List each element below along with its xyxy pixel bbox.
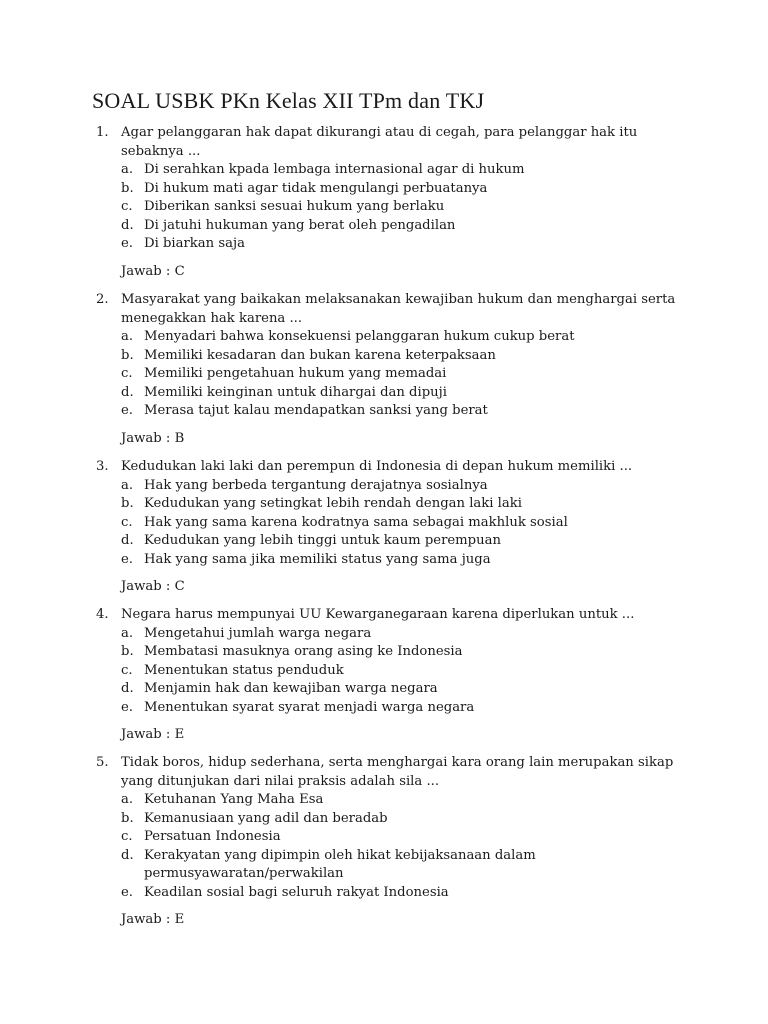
option-text: Menentukan syarat syarat menjadi warga negara <box>144 699 475 715</box>
option-text: Membatasi masuknya orang asing ke Indonesia <box>144 644 463 659</box>
option-letter: d. <box>121 681 134 696</box>
option-text: Persatuan Indonesia <box>144 829 281 844</box>
option-letter: a. <box>121 625 134 641</box>
option-letter: d. <box>121 533 134 548</box>
option-letter: a. <box>121 477 134 493</box>
option-letter: e. <box>121 236 133 251</box>
option-a <box>96 625 696 644</box>
option-c <box>96 514 696 533</box>
question-number: 4. <box>96 607 109 622</box>
option-a <box>96 477 696 496</box>
option-b <box>96 180 696 199</box>
option-text: Keadilan sosial bagi seluruh rakyat Indonesia <box>144 884 449 900</box>
option-d <box>96 847 696 884</box>
document-title: SOAL USBK PKn Kelas XII TPm dan TKJ <box>92 88 485 113</box>
option-text: Kedudukan yang setingkat lebih rendah dengan laki laki <box>144 496 522 511</box>
option-letter: d. <box>121 217 134 233</box>
option-c <box>96 662 696 681</box>
option-text: Di serahkan kpada lembaga internasional agar di hukum <box>144 162 525 177</box>
option-b <box>96 643 696 662</box>
answer-key: Jawab : C <box>121 263 185 279</box>
option-c <box>96 828 696 847</box>
option-a <box>96 328 696 347</box>
option-text: Memiliki pengetahuan hukum yang memadai <box>144 366 447 381</box>
option-text: Merasa tajut kalau mendapatkan sanksi yang berat <box>144 403 488 418</box>
option-letter: e. <box>121 884 133 900</box>
option-text: Di biarkan saja <box>144 236 245 251</box>
option-text: Kemanusiaan yang adil dan beradab <box>144 810 388 826</box>
question-stem <box>96 606 696 625</box>
option-letter: b. <box>121 180 134 196</box>
option-text: Mengetahui jumlah warga negara <box>144 625 372 641</box>
question-text: Masyarakat yang baikakan melaksanakan kewajiban hukum dan menghargai serta menegakkan hak karena ... <box>121 292 676 326</box>
option-e <box>96 235 696 254</box>
question-1 <box>96 124 696 281</box>
option-c <box>96 198 696 217</box>
option-letter: d. <box>121 384 134 400</box>
option-text: Di jatuhi hukuman yang berat oleh pengadilan <box>144 217 456 233</box>
question-text: Agar pelanggaran hak dapat dikurangi atau di cegah, para pelanggar hak itu sebaknya ... <box>121 125 638 159</box>
option-text: Memiliki kesadaran dan bukan karena keterpaksaan <box>144 347 496 363</box>
option-text: Hak yang sama karena kodratnya sama sebagai makhluk sosial <box>144 514 568 530</box>
question-4 <box>96 606 696 745</box>
question-number: 5. <box>96 755 109 770</box>
option-letter: e. <box>121 551 133 567</box>
option-letter: b. <box>121 644 134 659</box>
option-b <box>96 347 696 366</box>
option-text: Hak yang berbeda tergantung derajatnya sosialnya <box>144 477 488 493</box>
option-text: Kerakyatan yang dipimpin oleh hikat kebijaksanaan dalam permusyawaratan/perwakilan <box>144 847 536 881</box>
question-number: 3. <box>96 459 109 474</box>
option-letter: c. <box>121 199 133 214</box>
option-letter: a. <box>121 162 134 177</box>
option-e <box>96 699 696 718</box>
option-list <box>96 161 696 254</box>
answer-key: Jawab : E <box>121 727 185 742</box>
option-text: Ketuhanan Yang Maha Esa <box>144 792 324 807</box>
option-d <box>96 217 696 236</box>
option-list <box>96 791 696 902</box>
option-text: Kedudukan yang lebih tinggi untuk kaum perempuan <box>144 533 501 548</box>
option-letter: c. <box>121 514 133 530</box>
option-letter: e. <box>121 403 133 418</box>
question-2 <box>96 291 696 448</box>
question-stem <box>96 124 696 161</box>
option-letter: c. <box>121 829 133 844</box>
question-text: Negara harus mempunyai UU Kewarganegaraan karena diperlukan untuk ... <box>121 607 635 622</box>
option-text: Menentukan status penduduk <box>144 662 344 678</box>
question-3 <box>96 458 696 597</box>
option-e <box>96 551 696 570</box>
option-letter: b. <box>121 347 134 363</box>
option-d <box>96 532 696 551</box>
option-letter: b. <box>121 810 134 826</box>
option-letter: a. <box>121 329 134 344</box>
question-text: Tidak boros, hidup sederhana, serta menghargai kara orang lain merupakan sikap yang ditunjukan dari nilai praksis adalah sila ... <box>121 755 674 789</box>
option-letter: d. <box>121 847 134 863</box>
question-text: Kedudukan laki laki dan perempun di Indonesia di depan hukum memiliki ... <box>121 459 633 474</box>
option-e <box>96 884 696 903</box>
option-list <box>96 625 696 718</box>
option-letter: c. <box>121 366 133 381</box>
answer-key: Jawab : E <box>121 912 185 927</box>
option-text: Memiliki keinginan untuk dihargai dan dipuji <box>144 384 447 400</box>
option-a <box>96 791 696 810</box>
option-text: Hak yang sama jika memiliki status yang sama juga <box>144 551 491 567</box>
option-b <box>96 810 696 829</box>
question-stem <box>96 754 696 791</box>
question-stem <box>96 291 696 328</box>
option-c <box>96 365 696 384</box>
option-letter: c. <box>121 662 133 678</box>
option-list <box>96 328 696 421</box>
option-d <box>96 680 696 699</box>
option-letter: b. <box>121 496 134 511</box>
question-number: 2. <box>96 292 109 307</box>
option-text: Menyadari bahwa konsekuensi pelanggaran hukum cukup berat <box>144 329 575 344</box>
answer-key: Jawab : C <box>121 579 185 594</box>
option-text: Diberikan sanksi sesuai hukum yang berlaku <box>144 199 445 214</box>
option-list <box>96 477 696 570</box>
option-letter: e. <box>121 699 133 715</box>
option-e <box>96 402 696 421</box>
question-stem <box>96 458 696 477</box>
option-b <box>96 495 696 514</box>
option-letter: a. <box>121 792 134 807</box>
option-a <box>96 161 696 180</box>
option-text: Menjamin hak dan kewajiban warga negara <box>144 681 438 696</box>
answer-key: Jawab : B <box>121 430 185 446</box>
question-number: 1. <box>96 125 109 140</box>
option-text: Di hukum mati agar tidak mengulangi perbuatanya <box>144 180 488 196</box>
option-d <box>96 384 696 403</box>
question-5 <box>96 754 696 930</box>
